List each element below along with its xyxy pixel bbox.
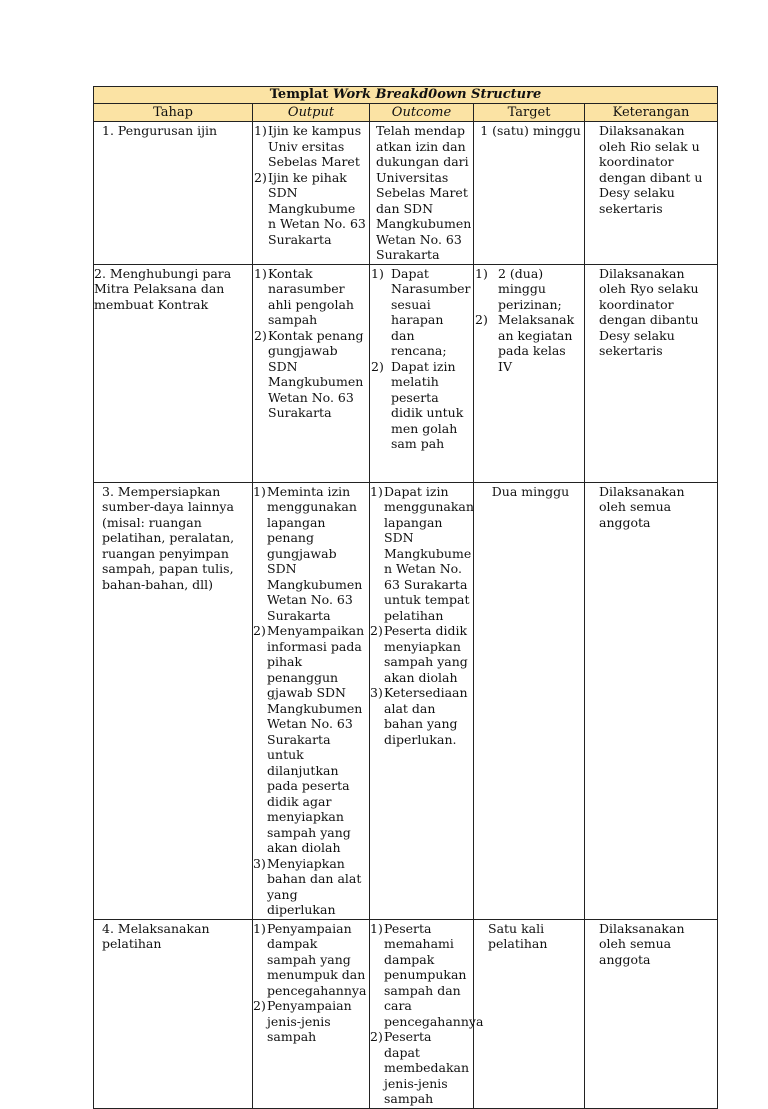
- output-list: [254, 123, 366, 247]
- cell-outcome: Telah mendap atkan izin dan dukungan dari Universitas Sebelas Maret dan SDN Mangkubumen Wetan No. 63 Surakarta: [376, 123, 472, 262]
- list-item: 3) Ketersediaan alat dan bahan yang diperlukan.: [370, 685, 468, 747]
- table-row: [94, 919, 718, 1108]
- list-item: 2) Menyampaikan informasi pada pihak penanggun gjawab SDN Mangkubumen Wetan No. 63 Surakarta untuk dilanjutkan pada peserta didik agar menyiapkan sampah yang akan diolah: [253, 623, 365, 855]
- wbs-table: [93, 86, 718, 1109]
- header-output: Output: [253, 104, 370, 122]
- list-item: 2) Ijin ke pihak SDN Mangkubume n Wetan No. 63 Surakarta: [254, 169, 366, 247]
- table-row: [94, 482, 718, 919]
- header-outcome: Outcome: [370, 104, 474, 122]
- cell-target: 1 (satu) minggu: [480, 123, 581, 138]
- list-item: 1) 2 (dua) minggu perizinan;: [475, 265, 562, 312]
- list-item: 2) Peserta didik menyiapkan sampah yang akan diolah: [370, 623, 468, 685]
- cell-tahap: 3. Mempersiapkan sumber-daya lainnya (misal: ruangan pelatihan, peralatan, ruangan penyimpan sampah, papan tulis, bahan-bahan, dll): [102, 483, 235, 592]
- outcome-list: [370, 483, 474, 748]
- list-item: 2) Kontak penang gungjawab SDN Mangkubumen Wetan No. 63 Surakarta: [254, 327, 364, 420]
- list-item: 1) Meminta izin menggunakan lapangan penang gungjawab SDN Mangkubumen Wetan No. 63 Surakarta: [253, 483, 363, 623]
- output-list: [254, 266, 366, 421]
- cell-target: Dua minggu: [491, 483, 570, 499]
- list-item: 1) Penyampaian dampak sampah yang menumpuk dan pencegahannya: [253, 920, 367, 998]
- cell-keterangan: Dilaksanakan oleh Rio selak u koordinator dengan dibant u Desy selaku sekertaris: [599, 123, 703, 216]
- target-list: [475, 266, 581, 375]
- header-target: Target: [474, 104, 585, 122]
- cell-keterangan: Dilaksanakan oleh semua anggota: [599, 920, 685, 967]
- list-item: 2) Peserta dapat membedakan jenis-jenis sampah: [370, 1029, 470, 1106]
- table-title-italic: Work Breakd0own Structure: [332, 87, 542, 102]
- list-item: 1) Dapat Narasumber sesuai harapan dan rencana;: [371, 265, 471, 358]
- list-item: 1) Dapat izin menggunakan lapangan SDN Mangkubume n Wetan No. 63 Surakarta untuk tempat pelatihan: [370, 483, 474, 623]
- list-item: 3) Menyiapkan bahan dan alat yang diperlukan: [253, 855, 362, 917]
- list-item: 2) Penyampaian jenis-jenis sampah: [253, 998, 352, 1044]
- list-item: 2) Dapat izin melatih peserta didik untuk men golah sam pah: [371, 358, 464, 451]
- cell-keterangan: Dilaksanakan oleh Ryo selaku koordinator dengan dibantu Desy selaku sekertaris: [599, 265, 699, 358]
- list-item: 2) Melaksanak an kegiatan pada kelas IV: [475, 312, 575, 374]
- list-item: 1) Kontak narasumber ahli pengolah sampah: [254, 265, 354, 327]
- table-title-prefix: Templat: [269, 87, 333, 102]
- header-keterangan: Keterangan: [585, 104, 718, 122]
- list-item: 1) Peserta memahami dampak penumpukan sampah dan cara pencegahannya: [370, 920, 484, 1029]
- cell-tahap: 2. Menghubungi para Mitra Pelaksana dan membuat Kontrak: [94, 265, 232, 312]
- cell-keterangan: Dilaksanakan oleh semua anggota: [599, 483, 685, 530]
- table-row: [94, 122, 718, 265]
- cell-tahap: 1. Pengurusan ijin: [102, 123, 218, 138]
- outcome-list: [371, 266, 470, 452]
- cell-target: Satu kali pelatihan: [488, 920, 548, 951]
- table-title: [94, 87, 718, 104]
- cell-tahap: 4. Melaksanakan pelatihan: [102, 920, 210, 951]
- output-list: [253, 921, 366, 1045]
- list-item: 1) Ijin ke kampus Univ ersitas Sebelas Maret: [254, 123, 362, 169]
- output-list: [253, 484, 366, 918]
- outcome-list: [370, 920, 484, 1107]
- header-tahap: Tahap: [94, 104, 253, 122]
- table-row: [94, 264, 718, 482]
